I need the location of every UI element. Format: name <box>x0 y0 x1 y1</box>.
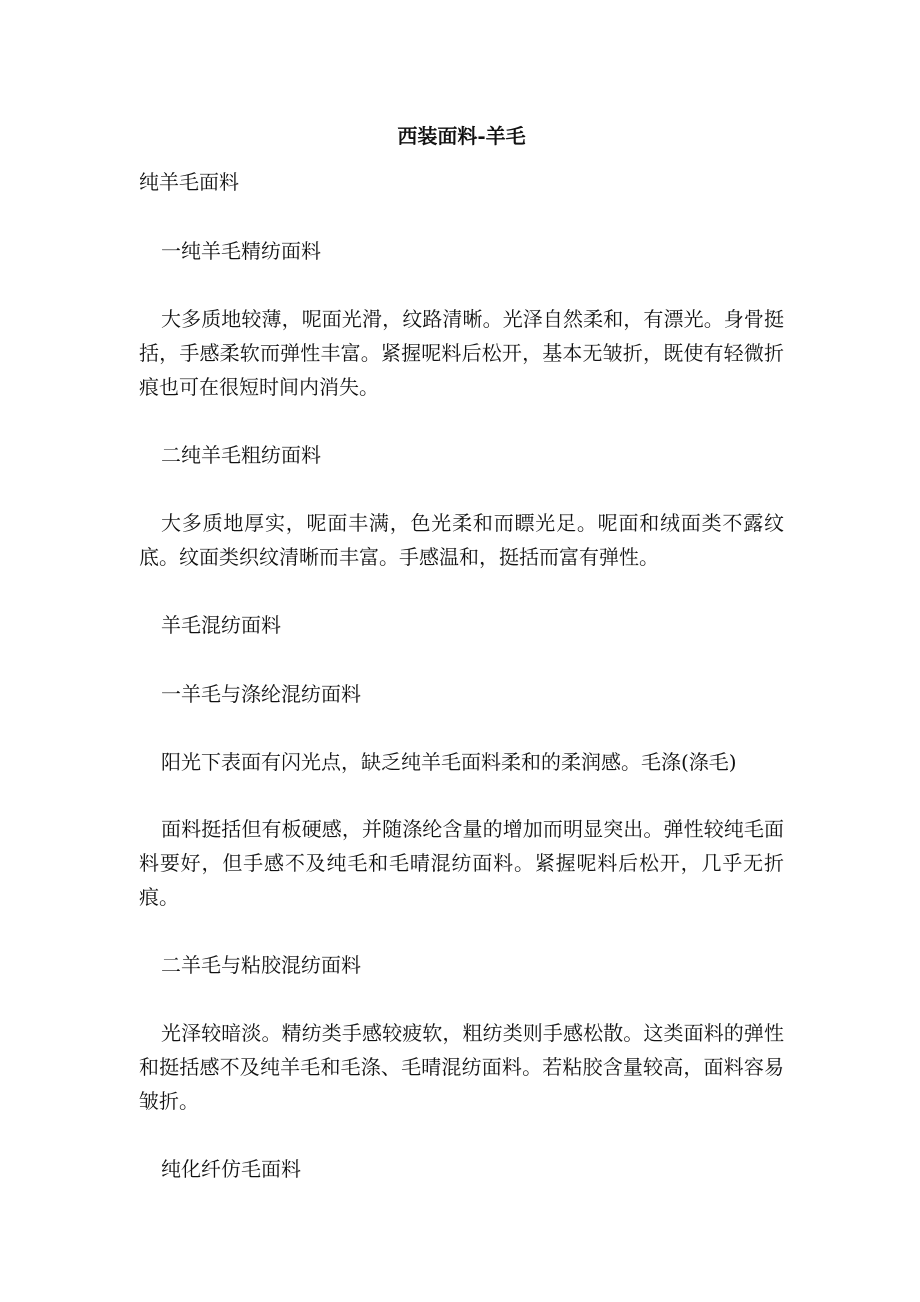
paragraph-wool-polyester-1: 阳光下表面有闪光点，缺乏纯羊毛面料柔和的柔润感。毛涤(涤毛) <box>161 750 737 774</box>
document-body <box>139 118 784 1220</box>
subheading-worsted-wool: 一纯羊毛精纺面料 <box>161 239 321 263</box>
paragraph-wool-viscose: 光泽较暗淡。精纺类手感较疲软，粗纺类则手感松散。这类面料的弹性和挺括感不及纯羊毛和毛涤、毛晴混纺面料。若粘胶含量较高，面料容易皱折。 <box>139 1021 784 1113</box>
paragraph-wool-polyester-2: 面料挺括但有板硬感，并随涤纶含量的增加而明显突出。弹性较纯毛面料要好，但手感不及纯毛和毛晴混纺面料。紧握呢料后松开，几乎无折痕。 <box>139 817 784 909</box>
document-title: 西装面料-羊毛 <box>397 124 526 148</box>
paragraph-woolen-wool: 大多质地厚实，呢面丰满，色光柔和而瞟光足。呢面和绒面类不露纹底。纹面类织纹清晰而丰富。手感温和，挺括而富有弹性。 <box>139 511 784 569</box>
section-heading-synthetic-imitation: 纯化纤仿毛面料 <box>161 1157 301 1181</box>
subheading-wool-viscose: 二羊毛与粘胶混纺面料 <box>161 953 361 977</box>
section-heading-wool-blend: 羊毛混纺面料 <box>161 613 281 637</box>
subheading-wool-polyester: 一羊毛与涤纶混纺面料 <box>161 682 361 706</box>
subheading-woolen-wool: 二纯羊毛粗纺面料 <box>161 443 321 467</box>
paragraph-worsted-wool: 大多质地较薄，呢面光滑，纹路清晰。光泽自然柔和，有漂光。身骨挺括，手感柔软而弹性丰富。紧握呢料后松开，基本无皱折，既使有轻微折痕也可在很短时间内消失。 <box>139 307 784 399</box>
section-heading-pure-wool: 纯羊毛面料 <box>139 170 239 194</box>
